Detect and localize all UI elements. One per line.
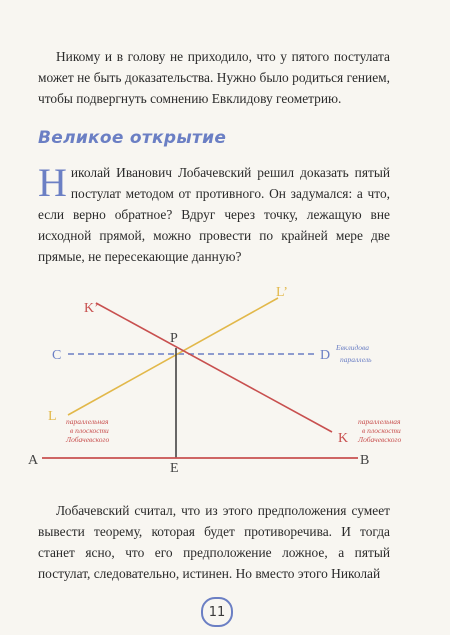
euclid-note-line1: Евклидова (336, 343, 370, 352)
label-c: C (52, 348, 62, 363)
line-l-lprime (68, 298, 278, 415)
label-l: L (48, 409, 57, 424)
left-note-line2: в плоскости (70, 426, 109, 435)
closing-paragraph: Лобачевский считал, что из этого предположения сумеет вывести теорему, которая будет противоречива. И тогда станет ясно, что его предположение ложное, а пятый постулат, следовательно, истинен. Но вместо этого Николай (38, 503, 390, 581)
euclid-note-line2: параллель (340, 355, 372, 364)
right-note-line3: Лобачевского (358, 435, 402, 444)
drop-cap: Н (38, 160, 67, 205)
body-paragraph (38, 162, 390, 267)
label-k-prime: K’ (84, 301, 99, 316)
left-note-line3: Лобачевского (66, 435, 110, 444)
lobachevsky-diagram (0, 270, 450, 480)
label-a: A (28, 453, 39, 468)
label-e: E (170, 461, 179, 476)
section-heading: Великое открытие (38, 128, 227, 148)
label-b: B (360, 453, 370, 468)
label-k: K (338, 431, 349, 446)
label-p: P (170, 331, 178, 346)
label-l-prime: L’ (276, 285, 288, 300)
right-note-line1: параллельная (358, 417, 401, 426)
body-paragraph-text: иколай Иванович Лобачевский решил доказать пятый постулат методом от противного. Он задумался: а что, если верно обратное? Вдруг через точку, лежащую вне исходной прямой, можно провести по крайней мере две прямые, не пересекающие данную? (38, 165, 390, 264)
right-note-line2: в плоскости (362, 426, 401, 435)
line-kprime-k (96, 303, 332, 432)
page-number: 11 (201, 597, 233, 627)
left-note-line1: параллельная (66, 417, 109, 426)
label-d: D (320, 348, 331, 363)
intro-paragraph: Никому и в голову не приходило, что у пятого постулата может не быть доказательства. Нужно было родиться гением, чтобы подвергнуть сомнению Евклидову геометрию. (38, 49, 390, 106)
